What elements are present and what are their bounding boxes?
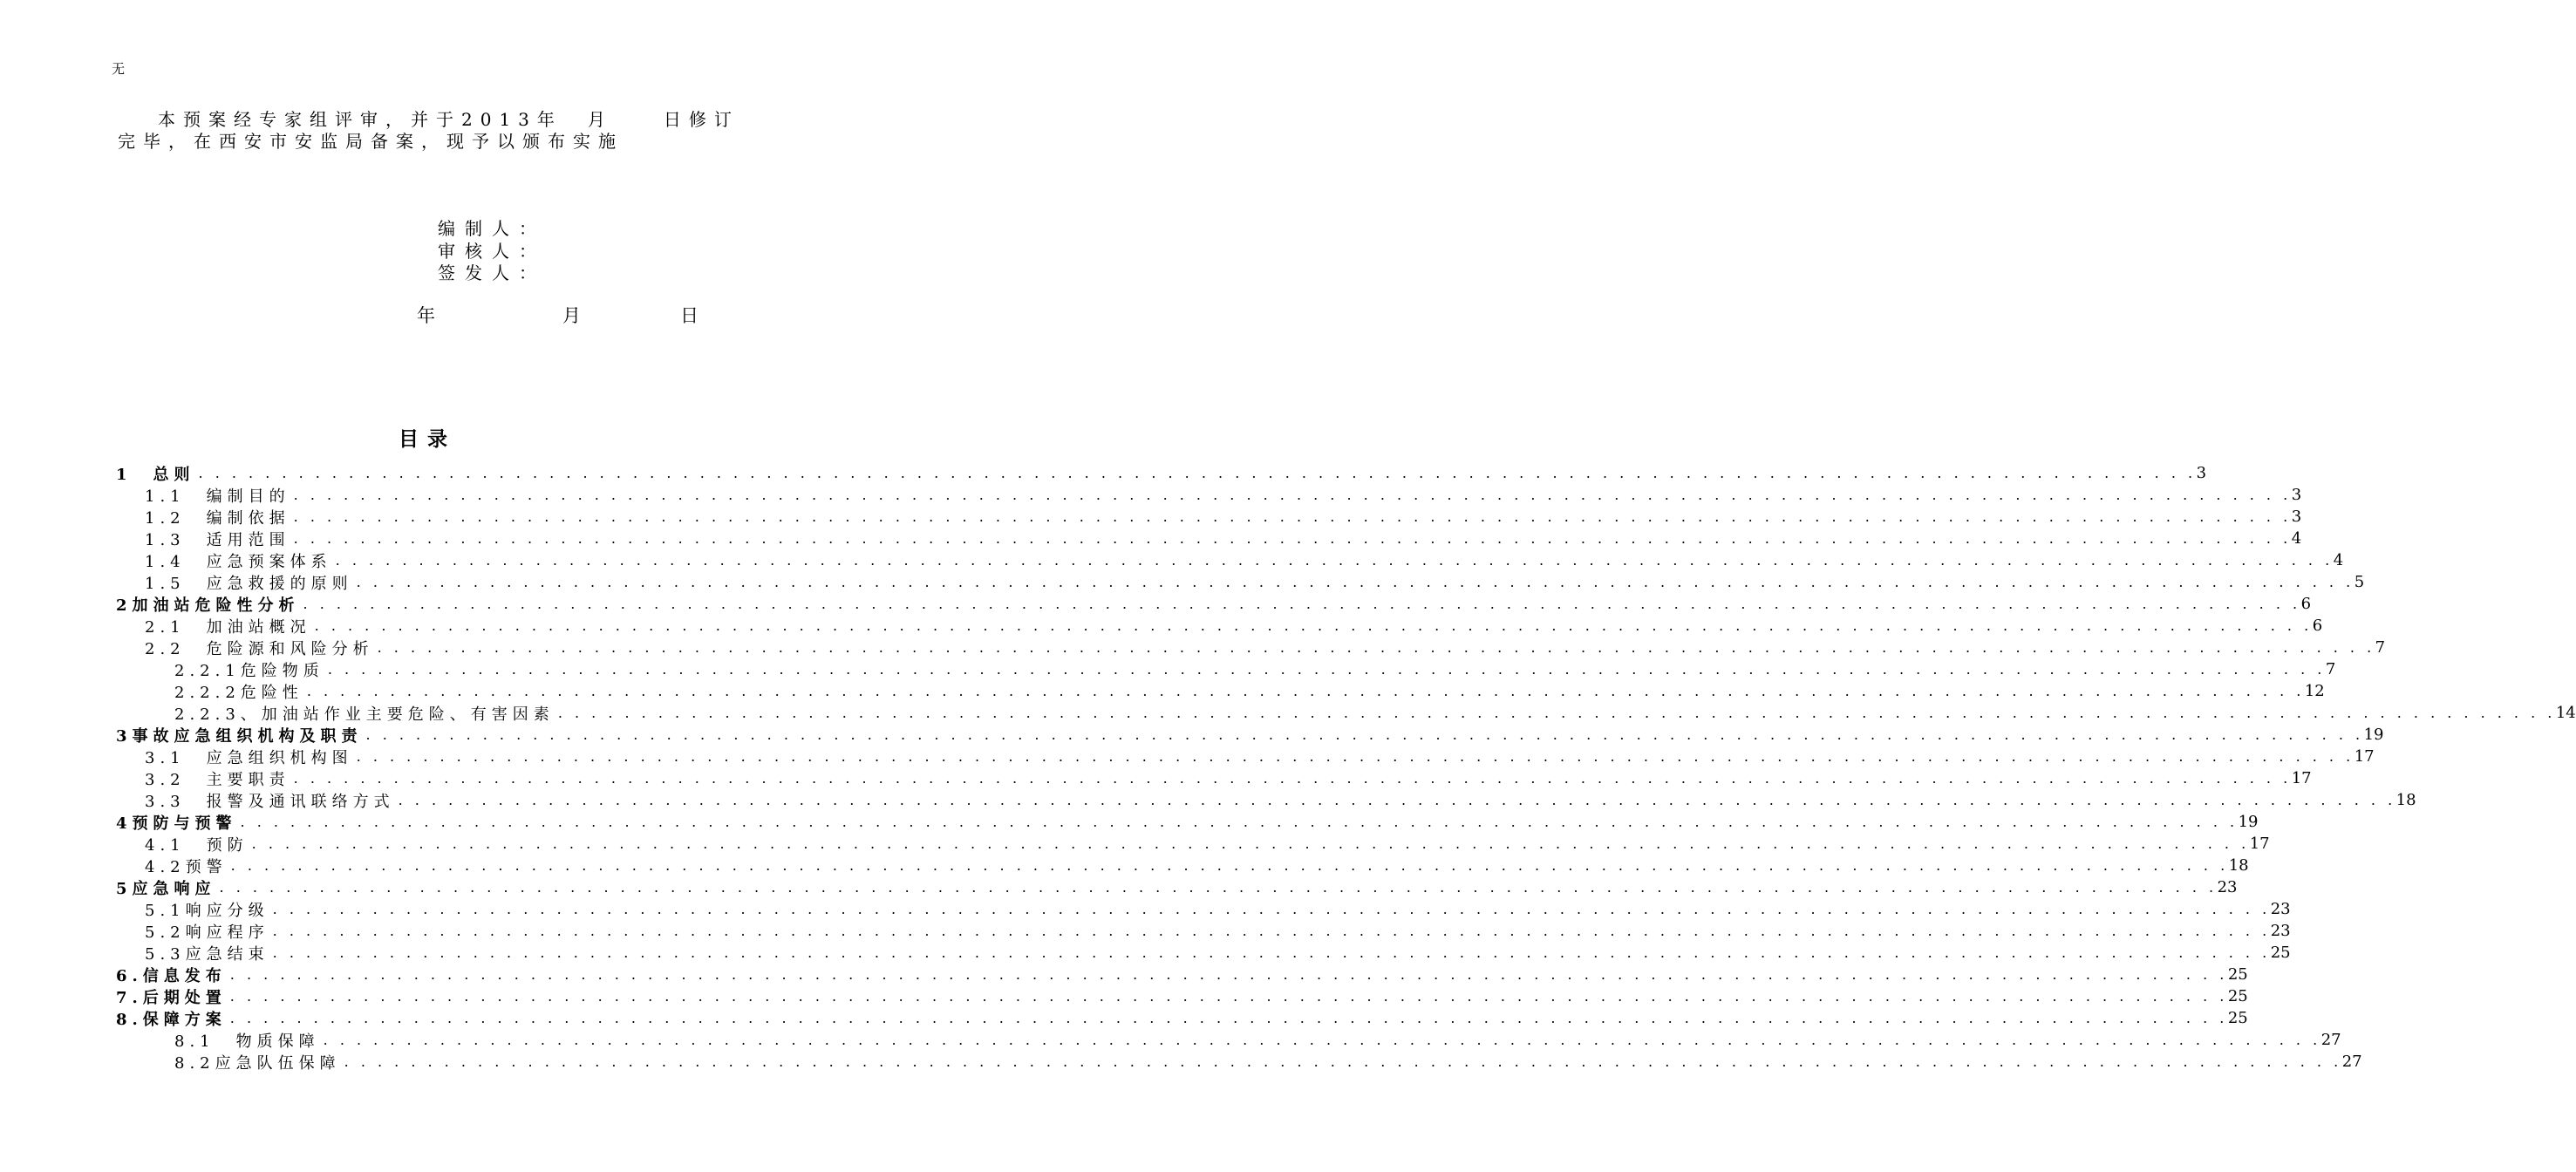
toc-entry[interactable] — [116, 593, 2312, 615]
toc-entry-label: 8.2应急队伍保障 — [174, 1053, 341, 1073]
toc-entry-label: 7.后期处置 — [116, 988, 227, 1007]
toc-entry[interactable] — [145, 746, 2375, 767]
toc-entry-page: 18 — [2395, 791, 2416, 809]
toc-dot-leader: . . . . . . . . . . . . . . . . . . . . . . . . . . . . . . . . . . . . . . . . . . . . . . . . . . . . . . . . . . . . . . . . . . . . . . . . . . . . . . . . . . . . . . . . . . . . . . . . . . . . . . . . . . . . . . . . . . . . . . . . — [272, 901, 2271, 917]
toc-entry[interactable] — [145, 637, 2386, 658]
toc-entry-page: 27 — [2320, 1031, 2341, 1049]
toc-entry[interactable] — [145, 528, 2302, 549]
toc-entry[interactable] — [145, 549, 2344, 571]
toc-entry[interactable] — [145, 789, 2416, 811]
toc-entry[interactable] — [116, 964, 2248, 985]
toc-entry-page: 17 — [2354, 747, 2375, 766]
toc-entry-label: 1.5 应急救援的原则 — [145, 574, 353, 593]
date-month: 月 — [562, 305, 581, 326]
toc-entry-label: 1.3 适用范围 — [145, 530, 290, 549]
toc-entry[interactable] — [145, 767, 2312, 789]
toc-entry-label: 3.1 应急组织机构图 — [145, 748, 353, 767]
toc-entry-label: 4.1 预防 — [145, 835, 249, 855]
toc-entry[interactable] — [116, 724, 2384, 746]
toc-entry[interactable] — [174, 702, 2576, 724]
toc-entry[interactable] — [116, 811, 2259, 833]
toc-entry[interactable] — [174, 1029, 2341, 1051]
toc-dot-leader: . . . . . . . . . . . . . . . . . . . . . . . . . . . . . . . . . . . . . . . . . . . . . . . . . . . . . . . . . . . . . . . . . . . . . . . . . . . . . . . . . . . . . . . . . . . . . . . . . . . . . . . . . . . . . . . . . . . . . . . . — [365, 726, 2364, 743]
toc-dot-leader: . . . . . . . . . . . . . . . . . . . . . . . . . . . . . . . . . . . . . . . . . . . . . . . . . . . . . . . . . . . . . . . . . . . . . . . . . . . . . . . . . . . . . . . . . . . . . . . . . . . . . . . . . . . . . . . . . . . . . . . . — [229, 1010, 2228, 1026]
toc-dot-leader: . . . . . . . . . . . . . . . . . . . . . . . . . . . . . . . . . . . . . . . . . . . . . . . . . . . . . . . . . . . . . . . . . . . . . . . . . . . . . . . . . . . . . . . . . . . . . . . . . . . . . . . . . . . . . . . . . . . . . . . . — [293, 508, 2292, 525]
toc-entry-page: 18 — [2228, 856, 2249, 875]
toc-dot-leader: . . . . . . . . . . . . . . . . . . . . . . . . . . . . . . . . . . . . . . . . . . . . . . . . . . . . . . . . . . . . . . . . . . . . . . . . . . . . . . . . . . . . . . . . . . . . . . . . . . . . . . . . . . . . . . . . . . . . . . . . — [306, 683, 2305, 699]
toc-entry-page: 3 — [2291, 508, 2302, 526]
toc-entry-page: 3 — [2291, 486, 2302, 504]
toc-dot-leader: . . . . . . . . . . . . . . . . . . . . . . . . . . . . . . . . . . . . . . . . . . . . . . . . . . . . . . . . . . . . . . . . . . . . . . . . . . . . . . . . . . . . . . . . . . . . . . . . . . . . . . . . . . . . . . . . . . . . . . . . — [327, 661, 2326, 678]
toc-entry-label: 8.1 物质保障 — [174, 1032, 320, 1051]
toc-entry[interactable] — [145, 833, 2270, 855]
toc-entry[interactable] — [145, 942, 2291, 964]
toc-entry-page: 6 — [2300, 595, 2312, 613]
toc-entry-page: 5 — [2354, 573, 2365, 591]
toc-entry-page: 17 — [2249, 835, 2270, 853]
intro-line-2: 完毕，在西安市安监局备案，现予以颁布实施 — [118, 131, 624, 152]
toc-entry[interactable] — [145, 615, 2323, 637]
toc-dot-leader: . . . . . . . . . . . . . . . . . . . . . . . . . . . . . . . . . . . . . . . . . . . . . . . . . . . . . . . . . . . . . . . . . . . . . . . . . . . . . . . . . . . . . . . . . . . . . . . . . . . . . . . . . . . . . . . . . . . . . . . . — [272, 923, 2271, 939]
toc-dot-leader: . . . . . . . . . . . . . . . . . . . . . . . . . . . . . . . . . . . . . . . . . . . . . . . . . . . . . . . . . . . . . . . . . . . . . . . . . . . . . . . . . . . . . . . . . . . . . . . . . . . . . . . . . . . . . . . . . . . . . . . . — [240, 814, 2239, 830]
toc-entry-label: 6.信息发布 — [116, 966, 227, 985]
corner-mark: 无 — [112, 61, 126, 77]
compiler-label: 编制人： — [438, 218, 546, 239]
toc-dot-leader: . . . . . . . . . . . . . . . . . . . . . . . . . . . . . . . . . . . . . . . . . . . . . . . . . . . . . . . . . . . . . . . . . . . . . . . . . . . . . . . . . . . . . . . . . . . . . . . . . . . . . . . . . . . . . . . . . . . . . . . . — [303, 596, 2301, 612]
toc-entry-page: 6 — [2312, 617, 2323, 635]
toc-entry-page: 23 — [2270, 900, 2291, 918]
toc-dot-leader: . . . . . . . . . . . . . . . . . . . . . . . . . . . . . . . . . . . . . . . . . . . . . . . . . . . . . . . . . . . . . . . . . . . . . . . . . . . . . . . . . . . . . . . . . . . . . . . . . . . . . . . . . . . . . . . . . . . . . . . . — [356, 748, 2355, 765]
toc-entry-page: 19 — [2363, 726, 2384, 744]
toc-dot-leader: . . . . . . . . . . . . . . . . . . . . . . . . . . . . . . . . . . . . . . . . . . . . . . . . . . . . . . . . . . . . . . . . . . . . . . . . . . . . . . . . . . . . . . . . . . . . . . . . . . . . . . . . . . . . . . . . . . . . . . . . — [377, 639, 2375, 656]
toc-dot-leader: . . . . . . . . . . . . . . . . . . . . . . . . . . . . . . . . . . . . . . . . . . . . . . . . . . . . . . . . . . . . . . . . . . . . . . . . . . . . . . . . . . . . . . . . . . . . . . . . . . . . . . . . . . . . . . . . . . . . . . . . — [229, 966, 2228, 983]
toc-dot-leader: . . . . . . . . . . . . . . . . . . . . . . . . . . . . . . . . . . . . . . . . . . . . . . . . . . . . . . . . . . . . . . . . . . . . . . . . . . . . . . . . . . . . . . . . . . . . . . . . . . . . . . . . . . . . . . . . . . . . . . . . — [335, 552, 2334, 569]
toc-entry-label: 3.3 报警及通讯联络方式 — [145, 792, 395, 811]
toc-entry[interactable] — [174, 680, 2325, 702]
toc-entry-label: 2.2.1危险物质 — [174, 661, 324, 680]
toc-entry[interactable] — [116, 1007, 2248, 1029]
toc-entry-label: 1.2 编制依据 — [145, 508, 290, 528]
toc-entry-label: 5应急响应 — [116, 879, 216, 898]
toc-entry-page: 12 — [2304, 682, 2325, 700]
toc-dot-leader: . . . . . . . . . . . . . . . . . . . . . . . . . . . . . . . . . . . . . . . . . . . . . . . . . . . . . . . . . . . . . . . . . . . . . . . . . . . . . . . . . . . . . . . . . . . . . . . . . . . . . . . . . . . . . . . . . . . . . . . . — [557, 705, 2556, 721]
toc-entry-page: 25 — [2270, 944, 2291, 962]
toc-entry[interactable] — [145, 920, 2291, 942]
toc-entry[interactable] — [174, 1051, 2362, 1073]
toc-entry[interactable] — [116, 985, 2248, 1007]
toc-dot-leader: . . . . . . . . . . . . . . . . . . . . . . . . . . . . . . . . . . . . . . . . . . . . . . . . . . . . . . . . . . . . . . . . . . . . . . . . . . . . . . . . . . . . . . . . . . . . . . . . . . . . . . . . . . . . . . . . . . . . . . . . — [323, 1032, 2321, 1048]
toc-entry-page: 19 — [2238, 813, 2259, 831]
toc-entry-label: 3.2 主要职责 — [145, 770, 290, 789]
toc-entry-page: 17 — [2291, 769, 2312, 787]
toc-entry[interactable] — [145, 855, 2249, 876]
toc-entry-page: 27 — [2341, 1053, 2362, 1071]
toc-entry-label: 3事故应急组织机构及职责 — [116, 726, 363, 746]
toc-entry[interactable] — [145, 506, 2302, 528]
toc-entry-label: 8.保障方案 — [116, 1010, 227, 1029]
toc-entry-page: 4 — [2333, 551, 2344, 569]
toc-entry-label: 2.1 加油站概况 — [145, 617, 311, 637]
toc-entry-label: 1 总则 — [116, 465, 195, 484]
toc-dot-leader: . . . . . . . . . . . . . . . . . . . . . . . . . . . . . . . . . . . . . . . . . . . . . . . . . . . . . . . . . . . . . . . . . . . . . . . . . . . . . . . . . . . . . . . . . . . . . . . . . . . . . . . . . . . . . . . . . . . . . . . . — [230, 857, 2229, 874]
toc-entry-label: 4.2预警 — [145, 857, 228, 876]
toc-entry-label: 1.4 应急预案体系 — [145, 552, 332, 571]
reviewer-label: 审核人： — [438, 241, 546, 262]
toc-dot-leader: . . . . . . . . . . . . . . . . . . . . . . . . . . . . . . . . . . . . . . . . . . . . . . . . . . . . . . . . . . . . . . . . . . . . . . . . . . . . . . . . . . . . . . . . . . . . . . . . . . . . . . . . . . . . . . . . . . . . . . . . — [293, 530, 2292, 547]
toc-entry-page: 23 — [2270, 922, 2291, 940]
toc-entry-label: 5.1响应分级 — [145, 901, 269, 920]
toc-entry-page: 25 — [2227, 1009, 2248, 1027]
toc-entry-label: 2.2.3、加油站作业主要危险、有害因素 — [174, 705, 555, 724]
toc-entry-page: 7 — [2375, 638, 2386, 657]
toc-entry-page: 3 — [2196, 464, 2207, 482]
toc-entry-label: 5.3应急结束 — [145, 944, 269, 964]
toc-title: 目录 — [399, 427, 456, 451]
toc-dot-leader: . . . . . . . . . . . . . . . . . . . . . . . . . . . . . . . . . . . . . . . . . . . . . . . . . . . . . . . . . . . . . . . . . . . . . . . . . . . . . . . . . . . . . . . . . . . . . . . . . . . . . . . . . . . . . . . . . . . . . . . . — [229, 988, 2228, 1005]
toc-dot-leader: . . . . . . . . . . . . . . . . . . . . . . . . . . . . . . . . . . . . . . . . . . . . . . . . . . . . . . . . . . . . . . . . . . . . . . . . . . . . . . . . . . . . . . . . . . . . . . . . . . . . . . . . . . . . . . . . . . . . . . . . — [398, 792, 2396, 808]
toc-entry[interactable] — [116, 462, 2207, 484]
toc-entry-label: 1.1 编制目的 — [145, 487, 290, 506]
date-day: 日 — [680, 305, 699, 326]
toc-entry[interactable] — [116, 876, 2238, 898]
toc-entry-page: 23 — [2217, 878, 2238, 896]
toc-dot-leader: . . . . . . . . . . . . . . . . . . . . . . . . . . . . . . . . . . . . . . . . . . . . . . . . . . . . . . . . . . . . . . . . . . . . . . . . . . . . . . . . . . . . . . . . . . . . . . . . . . . . . . . . . . . . . . . . . . . . . . . . — [293, 770, 2292, 787]
toc-entry-label: 2.2.2危险性 — [174, 683, 303, 702]
toc-dot-leader: . . . . . . . . . . . . . . . . . . . . . . . . . . . . . . . . . . . . . . . . . . . . . . . . . . . . . . . . . . . . . . . . . . . . . . . . . . . . . . . . . . . . . . . . . . . . . . . . . . . . . . . . . . . . . . . . . . . . . . . . — [272, 944, 2271, 961]
toc-entry-label: 5.2响应程序 — [145, 923, 269, 942]
toc-dot-leader: . . . . . . . . . . . . . . . . . . . . . . . . . . . . . . . . . . . . . . . . . . . . . . . . . . . . . . . . . . . . . . . . . . . . . . . . . . . . . . . . . . . . . . . . . . . . . . . . . . . . . . . . . . . . . . . . . . . . . . . . — [219, 879, 2218, 896]
intro-line-1: 本预案经专家组评审，并于2013年 月 日修订 — [158, 109, 739, 130]
date-year: 年 — [417, 305, 435, 326]
toc-dot-leader: . . . . . . . . . . . . . . . . . . . . . . . . . . . . . . . . . . . . . . . . . . . . . . . . . . . . . . . . . . . . . . . . . . . . . . . . . . . . . . . . . . . . . . . . . . . . . . . . . . . . . . . . . . . . . . . . . . . . . . . . — [344, 1053, 2342, 1070]
toc-dot-leader: . . . . . . . . . . . . . . . . . . . . . . . . . . . . . . . . . . . . . . . . . . . . . . . . . . . . . . . . . . . . . . . . . . . . . . . . . . . . . . . . . . . . . . . . . . . . . . . . . . . . . . . . . . . . . . . . . . . . . . . . — [251, 835, 2250, 852]
issuer-label: 签发人： — [438, 262, 546, 283]
toc-dot-leader: . . . . . . . . . . . . . . . . . . . . . . . . . . . . . . . . . . . . . . . . . . . . . . . . . . . . . . . . . . . . . . . . . . . . . . . . . . . . . . . . . . . . . . . . . . . . . . . . . . . . . . . . . . . . . . . . . . . . . . . . — [356, 574, 2355, 590]
toc-entry-label: 4预防与预警 — [116, 814, 237, 833]
toc-entry[interactable] — [145, 898, 2291, 920]
toc-entry-page: 7 — [2325, 660, 2336, 678]
toc-dot-leader: . . . . . . . . . . . . . . . . . . . . . . . . . . . . . . . . . . . . . . . . . . . . . . . . . . . . . . . . . . . . . . . . . . . . . . . . . . . . . . . . . . . . . . . . . . . . . . . . . . . . . . . . . . . . . . . . . . . . . . . . — [198, 465, 2197, 481]
toc-entry[interactable] — [145, 484, 2302, 506]
toc-entry-page: 14 — [2555, 704, 2576, 722]
toc-entry-page: 25 — [2227, 987, 2248, 1005]
toc-entry[interactable] — [145, 571, 2365, 593]
toc-entry[interactable] — [174, 658, 2336, 680]
toc-entry-page: 25 — [2227, 965, 2248, 984]
toc-entry-label: 2.2 危险源和风险分析 — [145, 639, 374, 658]
toc-entry-page: 4 — [2291, 529, 2302, 548]
toc-dot-leader: . . . . . . . . . . . . . . . . . . . . . . . . . . . . . . . . . . . . . . . . . . . . . . . . . . . . . . . . . . . . . . . . . . . . . . . . . . . . . . . . . . . . . . . . . . . . . . . . . . . . . . . . . . . . . . . . . . . . . . . . — [314, 617, 2313, 634]
toc-entry-label: 2加油站危险性分析 — [116, 596, 300, 615]
toc-dot-leader: . . . . . . . . . . . . . . . . . . . . . . . . . . . . . . . . . . . . . . . . . . . . . . . . . . . . . . . . . . . . . . . . . . . . . . . . . . . . . . . . . . . . . . . . . . . . . . . . . . . . . . . . . . . . . . . . . . . . . . . . — [293, 487, 2292, 503]
